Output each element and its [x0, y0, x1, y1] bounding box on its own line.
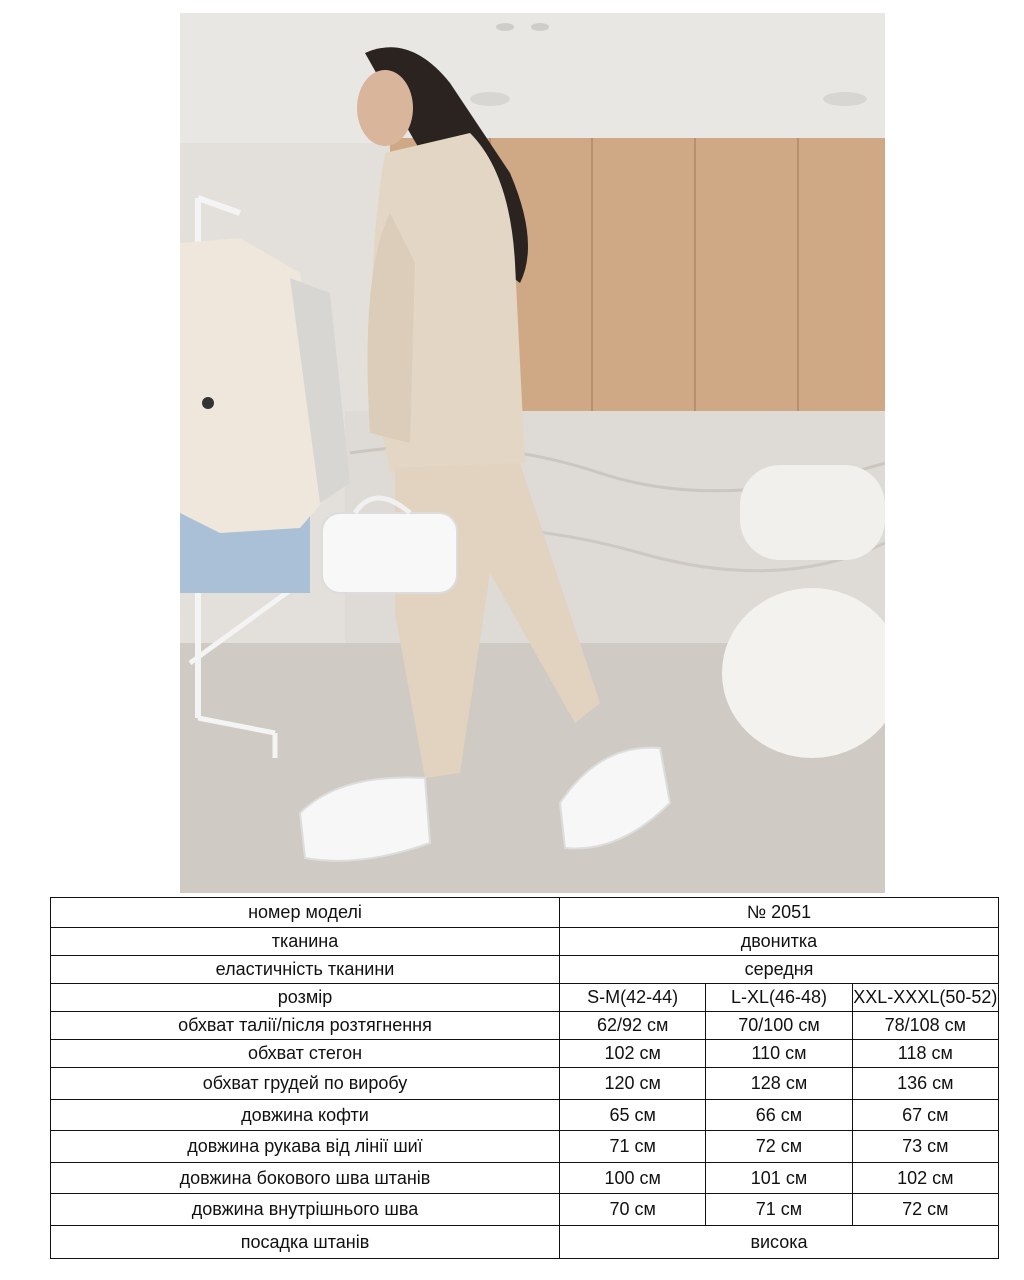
table-row [51, 956, 999, 984]
fabric-value: двонитка [560, 928, 999, 956]
row-value: 67 см [852, 1100, 998, 1131]
size-header: XXL-XXXL(50-52) [852, 984, 998, 1012]
row-label: довжина рукава від лінії шиї [51, 1131, 560, 1163]
row-value: 78/108 см [852, 1012, 998, 1040]
row-value: 136 см [852, 1068, 998, 1100]
row-value: 62/92 см [560, 1012, 706, 1040]
model-number-label: номер моделі [51, 898, 560, 928]
row-label: обхват грудей по виробу [51, 1068, 560, 1100]
fabric-label: тканина [51, 928, 560, 956]
row-value: 100 см [560, 1163, 706, 1194]
row-label: довжина бокового шва штанів [51, 1163, 560, 1194]
size-header: L-XL(46-48) [706, 984, 852, 1012]
row-label: обхват талії/після розтягнення [51, 1012, 560, 1040]
table-row [51, 1226, 999, 1259]
row-value: 72 см [706, 1131, 852, 1163]
table-row [51, 898, 999, 928]
table-row [51, 1012, 999, 1040]
table-row [51, 1068, 999, 1100]
elasticity-value: середня [560, 956, 999, 984]
fit-value: висока [560, 1226, 999, 1259]
table-row [51, 984, 999, 1012]
row-label: обхват стегон [51, 1040, 560, 1068]
table-row [51, 1040, 999, 1068]
table-row [51, 1163, 999, 1194]
size-chart-table [50, 897, 999, 1259]
row-value: 71 см [706, 1194, 852, 1226]
product-photo-illustration [180, 13, 885, 893]
table-row [51, 1100, 999, 1131]
row-value: 70/100 см [706, 1012, 852, 1040]
row-label: довжина кофти [51, 1100, 560, 1131]
row-value: 71 см [560, 1131, 706, 1163]
row-value: 65 см [560, 1100, 706, 1131]
elasticity-label: еластичність тканини [51, 956, 560, 984]
fit-label: посадка штанів [51, 1226, 560, 1259]
size-label: розмір [51, 984, 560, 1012]
row-value: 120 см [560, 1068, 706, 1100]
row-value: 102 см [852, 1163, 998, 1194]
row-value: 118 см [852, 1040, 998, 1068]
size-header: S-M(42-44) [560, 984, 706, 1012]
row-value: 128 см [706, 1068, 852, 1100]
row-value: 70 см [560, 1194, 706, 1226]
row-value: 102 см [560, 1040, 706, 1068]
row-value: 110 см [706, 1040, 852, 1068]
model-number-value: № 2051 [560, 898, 999, 928]
product-photo [180, 13, 885, 893]
row-value: 73 см [852, 1131, 998, 1163]
table-row [51, 928, 999, 956]
row-value: 66 см [706, 1100, 852, 1131]
table-row [51, 1194, 999, 1226]
table-row [51, 1131, 999, 1163]
row-value: 72 см [852, 1194, 998, 1226]
row-label: довжина внутрішнього шва [51, 1194, 560, 1226]
row-value: 101 см [706, 1163, 852, 1194]
